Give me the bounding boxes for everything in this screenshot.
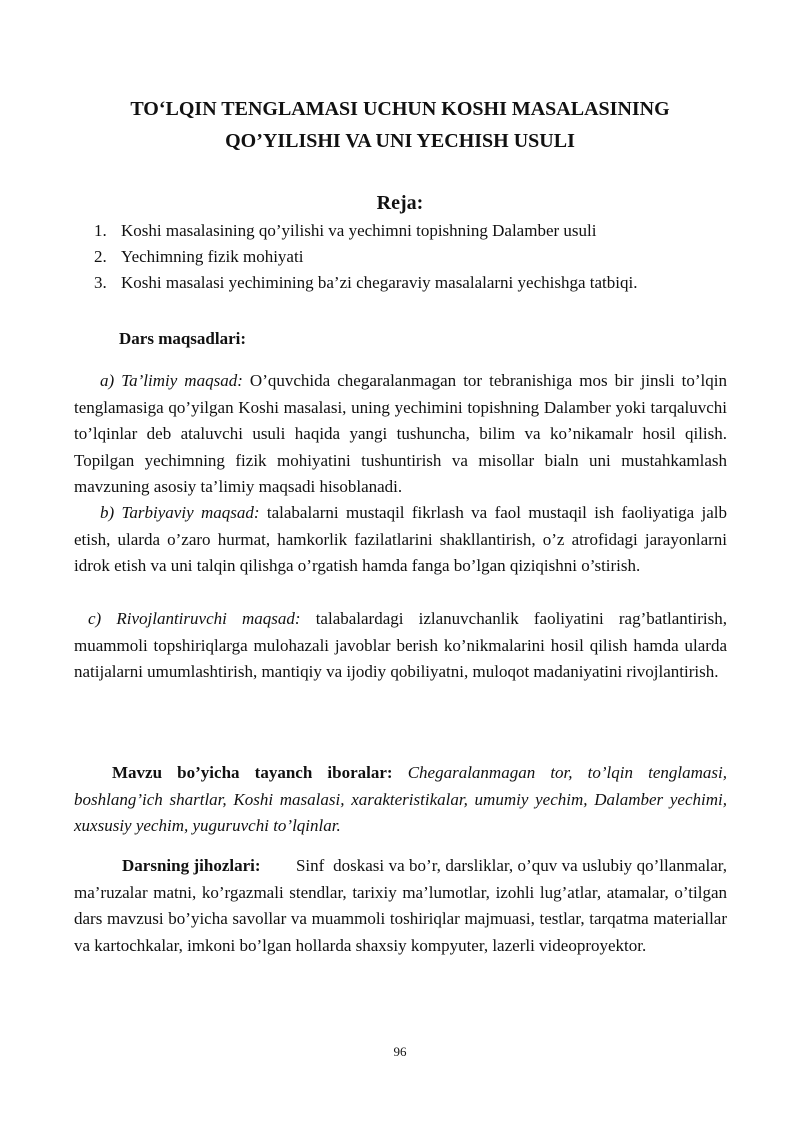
goal-developmental-text: talabalardagi izlanuvchanlik faoliyatini rag’batlantirish, muammoli topshiriqlarga mulohazali javoblar berish ko’nikmalarini hosil qilish hamda ularda natijalarni umumlashtirish, mantiqiy va ijodiy qobiliyatni, muloqot madaniyatini rivojlantirish. <box>74 609 727 681</box>
goal-educational-paragraph <box>74 368 727 501</box>
goal-educational-text: O’quvchida chegaralanmagan tor tebranishiga mos bir jinsli to’lqin tenglamasiga qo’yilgan Koshi masalasi, uning yechimini topishning Dalamber yoki tarqaluvchi to’lqinlar deb ataluvchi usuli haqida yangi tushuncha, bilim va ko’nikamalr hosil qilish. Topilgan yechimning fizik mohiyatini tushuntirish va misollar bialn uni mustahkamlash mavzuning asosiy ta’limiy maqsadi hisoblanadi. <box>74 371 727 496</box>
goal-educational-label: a) Ta’limiy maqsad: <box>100 371 243 390</box>
plan-item-text: Yechimning fizik mohiyati <box>121 247 304 266</box>
plan-item-text: Koshi masalasining qo’yilishi va yechimni topishning Dalamber usuli <box>121 221 597 240</box>
plan-item-number: 3. <box>94 273 107 292</box>
plan-item <box>94 270 734 296</box>
goals-heading: Dars maqsadlari: <box>119 329 247 348</box>
title-line-2: QO’YILISHI VA UNI YECHISH USULI <box>225 130 575 152</box>
plan-item <box>94 218 734 244</box>
goal-upbringing-label: b) Tarbiyaviy maqsad: <box>100 503 260 522</box>
goal-upbringing-text: talabalarni mustaqil fikrlash va faol mustaqil ish faoliyatiga jalb etish, ularda o’zaro hurmat, hamkorlik fazilatlarini shakllantirish, o’z atrofidagi jarayonlarni idrok etish va uni talqin qilishga o’rgatish hamda fanga bo’lgan qiziqishni o’stirish. <box>74 503 727 575</box>
plan-item <box>94 244 734 270</box>
plan-item-text: Koshi masalasi yechimining ba’zi chegaraviy masalalarni yechishga tatbiqi. <box>121 273 638 292</box>
page-number: 96 <box>393 1044 407 1059</box>
equipment-label: Darsning jihozlari: <box>122 856 261 875</box>
plan-heading: Reja: <box>376 192 424 214</box>
goal-developmental-label: c) Rivojlantiruvchi maqsad: <box>88 609 301 628</box>
keywords-label: Mavzu bo’yicha tayanch iboralar: <box>112 763 393 782</box>
document-title <box>60 93 740 157</box>
plan-item-number: 1. <box>94 221 107 240</box>
goal-upbringing-paragraph <box>74 500 727 580</box>
keywords-text: Chegaralanmagan tor, to’lqin tenglamasi, boshlang’ich shartlar, Koshi masalasi, xarakteristikalar, umumiy yechim, Dalamber yechimi, xuxsusiy yechim, yuguruvchi to’lqinlar. <box>74 763 727 835</box>
keywords-paragraph <box>74 760 727 840</box>
equipment-paragraph <box>74 853 732 959</box>
title-line-1: TO‘LQIN TENGLAMASI UCHUN KOSHI MASALASINING <box>130 98 670 120</box>
goal-developmental-paragraph <box>74 606 727 686</box>
plan-item-number: 2. <box>94 247 107 266</box>
plan-list <box>94 218 734 296</box>
equipment-text: Sinf doskasi va bo’r, darsliklar, o’quv va uslubiy qo’llanmalar, ma’ruzalar matni, ko’rgazmali stendlar, tarixiy ma’lumotlar, izohli lug’atlar, atamalar, o’tilgan dars mavzusi bo’yicha savollar va muammoli toshiriqlar majmuasi, testlar, tarqatma materiallar va kartochkalar, imkoni bo’lgan hollarda shaxsiy kompyuter, lazerli videoproyektor. <box>74 856 732 955</box>
